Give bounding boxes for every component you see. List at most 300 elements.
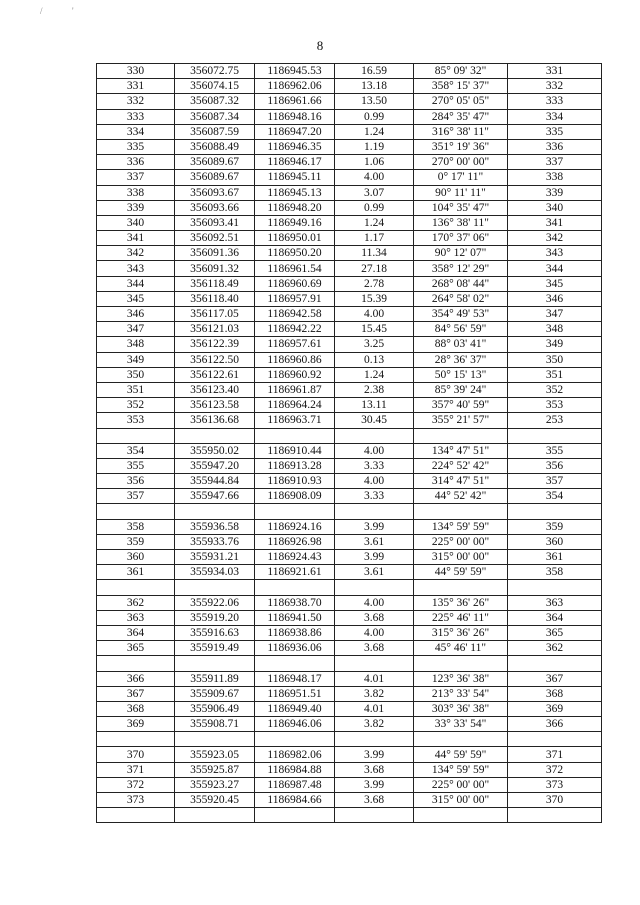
table-row xyxy=(97,185,602,200)
next-point-cell: 357 xyxy=(508,474,602,489)
bearing-cell: 84° 56' 59" xyxy=(414,322,508,337)
empty-cell xyxy=(414,428,508,443)
y-coordinate-cell: 1186982.06 xyxy=(255,747,335,762)
table-body xyxy=(97,64,602,823)
bearing-cell: 315° 00' 00" xyxy=(414,793,508,808)
bearing-cell: 50° 15' 13" xyxy=(414,367,508,382)
table-row xyxy=(97,322,602,337)
next-point-cell: 343 xyxy=(508,246,602,261)
distance-cell: 3.61 xyxy=(335,534,414,549)
next-point-cell: 348 xyxy=(508,322,602,337)
point-number-cell: 367 xyxy=(97,686,175,701)
empty-cell xyxy=(97,428,175,443)
empty-cell xyxy=(335,656,414,671)
x-coordinate-cell: 356089.67 xyxy=(175,170,255,185)
y-coordinate-cell: 1186987.48 xyxy=(255,777,335,792)
empty-cell xyxy=(414,808,508,823)
distance-cell: 15.45 xyxy=(335,322,414,337)
point-number-cell: 358 xyxy=(97,519,175,534)
empty-cell xyxy=(335,428,414,443)
y-coordinate-cell: 1186936.06 xyxy=(255,641,335,656)
distance-cell: 3.68 xyxy=(335,641,414,656)
y-coordinate-cell: 1186961.66 xyxy=(255,94,335,109)
point-number-cell: 346 xyxy=(97,307,175,322)
next-point-cell: 338 xyxy=(508,170,602,185)
bearing-cell: 90° 11' 11" xyxy=(414,185,508,200)
next-point-cell: 363 xyxy=(508,595,602,610)
distance-cell: 27.18 xyxy=(335,261,414,276)
point-number-cell: 359 xyxy=(97,534,175,549)
distance-cell: 3.82 xyxy=(335,686,414,701)
point-number-cell: 333 xyxy=(97,109,175,124)
x-coordinate-cell: 356123.58 xyxy=(175,398,255,413)
bearing-cell: 44° 59' 59" xyxy=(414,565,508,580)
y-coordinate-cell: 1186938.70 xyxy=(255,595,335,610)
point-number-cell: 353 xyxy=(97,413,175,428)
x-coordinate-cell: 356122.61 xyxy=(175,367,255,382)
bearing-cell: 268° 08' 44" xyxy=(414,276,508,291)
point-number-cell: 347 xyxy=(97,322,175,337)
table-row xyxy=(97,231,602,246)
distance-cell: 3.61 xyxy=(335,565,414,580)
point-number-cell: 366 xyxy=(97,671,175,686)
next-point-cell: 344 xyxy=(508,261,602,276)
empty-cell xyxy=(335,808,414,823)
next-point-cell: 350 xyxy=(508,352,602,367)
y-coordinate-cell: 1186942.22 xyxy=(255,322,335,337)
y-coordinate-cell: 1186949.16 xyxy=(255,215,335,230)
y-coordinate-cell: 1186926.98 xyxy=(255,534,335,549)
distance-cell: 13.18 xyxy=(335,79,414,94)
x-coordinate-cell: 356121.03 xyxy=(175,322,255,337)
distance-cell: 2.38 xyxy=(335,382,414,397)
empty-cell xyxy=(97,656,175,671)
scan-mark: / xyxy=(40,6,43,16)
table-row xyxy=(97,610,602,625)
y-coordinate-cell: 1186946.06 xyxy=(255,717,335,732)
point-number-cell: 372 xyxy=(97,777,175,792)
y-coordinate-cell: 1186949.40 xyxy=(255,701,335,716)
x-coordinate-cell: 356091.32 xyxy=(175,261,255,276)
next-point-cell: 365 xyxy=(508,625,602,640)
empty-cell xyxy=(175,732,255,747)
empty-cell xyxy=(175,808,255,823)
x-coordinate-cell: 356117.05 xyxy=(175,307,255,322)
empty-cell xyxy=(175,504,255,519)
point-number-cell: 354 xyxy=(97,443,175,458)
y-coordinate-cell: 1186948.16 xyxy=(255,109,335,124)
next-point-cell: 366 xyxy=(508,717,602,732)
bearing-cell: 170° 37' 06" xyxy=(414,231,508,246)
y-coordinate-cell: 1186960.69 xyxy=(255,276,335,291)
table-row xyxy=(97,79,602,94)
distance-cell: 4.00 xyxy=(335,595,414,610)
bearing-cell: 85° 39' 24" xyxy=(414,382,508,397)
distance-cell: 4.00 xyxy=(335,170,414,185)
point-number-cell: 371 xyxy=(97,762,175,777)
next-point-cell: 364 xyxy=(508,610,602,625)
bearing-cell: 224° 52' 42" xyxy=(414,458,508,473)
point-number-cell: 337 xyxy=(97,170,175,185)
separator-row xyxy=(97,732,602,747)
y-coordinate-cell: 1186924.16 xyxy=(255,519,335,534)
x-coordinate-cell: 356087.32 xyxy=(175,94,255,109)
x-coordinate-cell: 356092.51 xyxy=(175,231,255,246)
y-coordinate-cell: 1186963.71 xyxy=(255,413,335,428)
y-coordinate-cell: 1186957.91 xyxy=(255,291,335,306)
table-row xyxy=(97,215,602,230)
empty-cell xyxy=(508,656,602,671)
table-row xyxy=(97,139,602,154)
point-number-cell: 369 xyxy=(97,717,175,732)
distance-cell: 3.07 xyxy=(335,185,414,200)
point-number-cell: 334 xyxy=(97,124,175,139)
bearing-cell: 225° 00' 00" xyxy=(414,534,508,549)
point-number-cell: 343 xyxy=(97,261,175,276)
next-point-cell: 332 xyxy=(508,79,602,94)
coordinates-table-wrap xyxy=(96,63,601,823)
table-row xyxy=(97,701,602,716)
x-coordinate-cell: 355933.76 xyxy=(175,534,255,549)
bearing-cell: 351° 19' 36" xyxy=(414,139,508,154)
y-coordinate-cell: 1186913.28 xyxy=(255,458,335,473)
next-point-cell: 373 xyxy=(508,777,602,792)
distance-cell: 1.24 xyxy=(335,124,414,139)
table-row xyxy=(97,94,602,109)
distance-cell: 1.17 xyxy=(335,231,414,246)
empty-cell xyxy=(335,732,414,747)
x-coordinate-cell: 356136.68 xyxy=(175,413,255,428)
empty-cell xyxy=(508,732,602,747)
point-number-cell: 362 xyxy=(97,595,175,610)
distance-cell: 4.01 xyxy=(335,671,414,686)
point-number-cell: 351 xyxy=(97,382,175,397)
point-number-cell: 330 xyxy=(97,64,175,79)
next-point-cell: 351 xyxy=(508,367,602,382)
y-coordinate-cell: 1186941.50 xyxy=(255,610,335,625)
bearing-cell: 264° 58' 02" xyxy=(414,291,508,306)
point-number-cell: 368 xyxy=(97,701,175,716)
distance-cell: 3.99 xyxy=(335,777,414,792)
point-number-cell: 339 xyxy=(97,200,175,215)
point-number-cell: 364 xyxy=(97,625,175,640)
bearing-cell: 136° 38' 11" xyxy=(414,215,508,230)
distance-cell: 0.99 xyxy=(335,109,414,124)
empty-cell xyxy=(255,504,335,519)
next-point-cell: 367 xyxy=(508,671,602,686)
next-point-cell: 362 xyxy=(508,641,602,656)
distance-cell: 4.01 xyxy=(335,701,414,716)
bearing-cell: 88° 03' 41" xyxy=(414,337,508,352)
point-number-cell: 348 xyxy=(97,337,175,352)
y-coordinate-cell: 1186948.17 xyxy=(255,671,335,686)
next-point-cell: 340 xyxy=(508,200,602,215)
point-number-cell: 356 xyxy=(97,474,175,489)
separator-row xyxy=(97,580,602,595)
next-point-cell: 341 xyxy=(508,215,602,230)
empty-cell xyxy=(97,580,175,595)
bearing-cell: 134° 59' 59" xyxy=(414,762,508,777)
table-row xyxy=(97,595,602,610)
table-row xyxy=(97,200,602,215)
table-row xyxy=(97,747,602,762)
y-coordinate-cell: 1186961.54 xyxy=(255,261,335,276)
bearing-cell: 134° 59' 59" xyxy=(414,519,508,534)
empty-cell xyxy=(508,504,602,519)
table-row xyxy=(97,170,602,185)
point-number-cell: 370 xyxy=(97,747,175,762)
distance-cell: 4.00 xyxy=(335,474,414,489)
x-coordinate-cell: 356118.40 xyxy=(175,291,255,306)
table-row xyxy=(97,155,602,170)
distance-cell: 3.33 xyxy=(335,489,414,504)
x-coordinate-cell: 355911.89 xyxy=(175,671,255,686)
table-row xyxy=(97,382,602,397)
page-number: 8 xyxy=(316,38,324,53)
empty-cell xyxy=(255,580,335,595)
x-coordinate-cell: 356093.41 xyxy=(175,215,255,230)
x-coordinate-cell: 355916.63 xyxy=(175,625,255,640)
next-point-cell: 360 xyxy=(508,534,602,549)
distance-cell: 13.50 xyxy=(335,94,414,109)
table-row xyxy=(97,291,602,306)
y-coordinate-cell: 1186948.20 xyxy=(255,200,335,215)
next-point-cell: 371 xyxy=(508,747,602,762)
table-row xyxy=(97,489,602,504)
next-point-cell: 346 xyxy=(508,291,602,306)
coordinates-table xyxy=(96,63,602,823)
next-point-cell: 345 xyxy=(508,276,602,291)
point-number-cell: 357 xyxy=(97,489,175,504)
y-coordinate-cell: 1186960.92 xyxy=(255,367,335,382)
empty-cell xyxy=(255,808,335,823)
y-coordinate-cell: 1186938.86 xyxy=(255,625,335,640)
bearing-cell: 123° 36' 38" xyxy=(414,671,508,686)
empty-cell xyxy=(97,808,175,823)
distance-cell: 4.00 xyxy=(335,307,414,322)
empty-cell xyxy=(255,428,335,443)
x-coordinate-cell: 356093.67 xyxy=(175,185,255,200)
bearing-cell: 135° 36' 26" xyxy=(414,595,508,610)
table-row xyxy=(97,625,602,640)
point-number-cell: 338 xyxy=(97,185,175,200)
x-coordinate-cell: 356123.40 xyxy=(175,382,255,397)
x-coordinate-cell: 356091.36 xyxy=(175,246,255,261)
x-coordinate-cell: 355936.58 xyxy=(175,519,255,534)
next-point-cell: 359 xyxy=(508,519,602,534)
table-row xyxy=(97,458,602,473)
y-coordinate-cell: 1186910.93 xyxy=(255,474,335,489)
table-row xyxy=(97,413,602,428)
table-row xyxy=(97,762,602,777)
bearing-cell: 104° 35' 47" xyxy=(414,200,508,215)
distance-cell: 1.24 xyxy=(335,367,414,382)
bearing-cell: 45° 46' 11" xyxy=(414,641,508,656)
x-coordinate-cell: 355934.03 xyxy=(175,565,255,580)
bearing-cell: 354° 49' 53" xyxy=(414,307,508,322)
distance-cell: 11.34 xyxy=(335,246,414,261)
distance-cell: 3.82 xyxy=(335,717,414,732)
y-coordinate-cell: 1186984.88 xyxy=(255,762,335,777)
x-coordinate-cell: 355947.20 xyxy=(175,458,255,473)
x-coordinate-cell: 355922.06 xyxy=(175,595,255,610)
bearing-cell: 315° 36' 26" xyxy=(414,625,508,640)
empty-cell xyxy=(414,656,508,671)
x-coordinate-cell: 355925.87 xyxy=(175,762,255,777)
distance-cell: 0.99 xyxy=(335,200,414,215)
x-coordinate-cell: 355920.45 xyxy=(175,793,255,808)
x-coordinate-cell: 355931.21 xyxy=(175,550,255,565)
table-row xyxy=(97,443,602,458)
x-coordinate-cell: 356088.49 xyxy=(175,139,255,154)
point-number-cell: 373 xyxy=(97,793,175,808)
distance-cell: 1.06 xyxy=(335,155,414,170)
bearing-cell: 44° 52' 42" xyxy=(414,489,508,504)
bearing-cell: 85° 09' 32" xyxy=(414,64,508,79)
empty-cell xyxy=(335,580,414,595)
point-number-cell: 342 xyxy=(97,246,175,261)
x-coordinate-cell: 356074.15 xyxy=(175,79,255,94)
y-coordinate-cell: 1186950.01 xyxy=(255,231,335,246)
x-coordinate-cell: 356122.50 xyxy=(175,352,255,367)
bearing-cell: 355° 21' 57" xyxy=(414,413,508,428)
x-coordinate-cell: 355909.67 xyxy=(175,686,255,701)
next-point-cell: 334 xyxy=(508,109,602,124)
y-coordinate-cell: 1186957.61 xyxy=(255,337,335,352)
empty-cell xyxy=(508,808,602,823)
point-number-cell: 341 xyxy=(97,231,175,246)
empty-cell xyxy=(414,580,508,595)
bearing-cell: 284° 35' 47" xyxy=(414,109,508,124)
x-coordinate-cell: 355947.66 xyxy=(175,489,255,504)
y-coordinate-cell: 1186964.24 xyxy=(255,398,335,413)
y-coordinate-cell: 1186945.53 xyxy=(255,64,335,79)
empty-cell xyxy=(255,732,335,747)
next-point-cell: 339 xyxy=(508,185,602,200)
y-coordinate-cell: 1186947.20 xyxy=(255,124,335,139)
bearing-cell: 225° 00' 00" xyxy=(414,777,508,792)
point-number-cell: 332 xyxy=(97,94,175,109)
distance-cell: 16.59 xyxy=(335,64,414,79)
point-number-cell: 340 xyxy=(97,215,175,230)
empty-cell xyxy=(175,428,255,443)
y-coordinate-cell: 1186984.66 xyxy=(255,793,335,808)
x-coordinate-cell: 356087.34 xyxy=(175,109,255,124)
bearing-cell: 358° 15' 37" xyxy=(414,79,508,94)
bearing-cell: 33° 33' 54" xyxy=(414,717,508,732)
table-row xyxy=(97,398,602,413)
next-point-cell: 331 xyxy=(508,64,602,79)
distance-cell: 4.00 xyxy=(335,625,414,640)
empty-cell xyxy=(97,504,175,519)
point-number-cell: 355 xyxy=(97,458,175,473)
table-row xyxy=(97,367,602,382)
next-point-cell: 335 xyxy=(508,124,602,139)
next-point-cell: 353 xyxy=(508,398,602,413)
table-row xyxy=(97,550,602,565)
next-point-cell: 369 xyxy=(508,701,602,716)
bearing-cell: 358° 12' 29" xyxy=(414,261,508,276)
empty-cell xyxy=(97,732,175,747)
distance-cell: 30.45 xyxy=(335,413,414,428)
x-coordinate-cell: 355906.49 xyxy=(175,701,255,716)
bearing-cell: 225° 46' 11" xyxy=(414,610,508,625)
next-point-cell: 372 xyxy=(508,762,602,777)
y-coordinate-cell: 1186961.87 xyxy=(255,382,335,397)
bearing-cell: 134° 47' 51" xyxy=(414,443,508,458)
y-coordinate-cell: 1186924.43 xyxy=(255,550,335,565)
next-point-cell: 347 xyxy=(508,307,602,322)
bearing-cell: 316° 38' 11" xyxy=(414,124,508,139)
empty-cell xyxy=(414,504,508,519)
bearing-cell: 357° 40' 59" xyxy=(414,398,508,413)
bearing-cell: 270° 05' 05" xyxy=(414,94,508,109)
distance-cell: 3.99 xyxy=(335,550,414,565)
empty-cell xyxy=(335,504,414,519)
scan-mark: ' xyxy=(72,6,74,16)
bearing-cell: 213° 33' 54" xyxy=(414,686,508,701)
table-row xyxy=(97,534,602,549)
next-point-cell: 253 xyxy=(508,413,602,428)
empty-cell xyxy=(414,732,508,747)
y-coordinate-cell: 1186951.51 xyxy=(255,686,335,701)
bearing-cell: 90° 12' 07" xyxy=(414,246,508,261)
y-coordinate-cell: 1186910.44 xyxy=(255,443,335,458)
y-coordinate-cell: 1186946.17 xyxy=(255,155,335,170)
next-point-cell: 358 xyxy=(508,565,602,580)
x-coordinate-cell: 356089.67 xyxy=(175,155,255,170)
table-row xyxy=(97,352,602,367)
x-coordinate-cell: 356093.66 xyxy=(175,200,255,215)
table-row xyxy=(97,777,602,792)
y-coordinate-cell: 1186946.35 xyxy=(255,139,335,154)
next-point-cell: 355 xyxy=(508,443,602,458)
x-coordinate-cell: 355919.20 xyxy=(175,610,255,625)
empty-cell xyxy=(255,656,335,671)
empty-cell xyxy=(175,580,255,595)
y-coordinate-cell: 1186950.20 xyxy=(255,246,335,261)
point-number-cell: 352 xyxy=(97,398,175,413)
empty-cell xyxy=(175,656,255,671)
y-coordinate-cell: 1186962.06 xyxy=(255,79,335,94)
point-number-cell: 350 xyxy=(97,367,175,382)
point-number-cell: 361 xyxy=(97,565,175,580)
separator-row xyxy=(97,808,602,823)
table-row xyxy=(97,337,602,352)
x-coordinate-cell: 355919.49 xyxy=(175,641,255,656)
next-point-cell: 336 xyxy=(508,139,602,154)
x-coordinate-cell: 355923.27 xyxy=(175,777,255,792)
x-coordinate-cell: 355944.84 xyxy=(175,474,255,489)
distance-cell: 3.68 xyxy=(335,762,414,777)
table-row xyxy=(97,717,602,732)
table-row xyxy=(97,793,602,808)
point-number-cell: 363 xyxy=(97,610,175,625)
x-coordinate-cell: 355923.05 xyxy=(175,747,255,762)
distance-cell: 2.78 xyxy=(335,276,414,291)
next-point-cell: 342 xyxy=(508,231,602,246)
distance-cell: 1.19 xyxy=(335,139,414,154)
next-point-cell: 354 xyxy=(508,489,602,504)
x-coordinate-cell: 355950.02 xyxy=(175,443,255,458)
distance-cell: 3.33 xyxy=(335,458,414,473)
y-coordinate-cell: 1186921.61 xyxy=(255,565,335,580)
x-coordinate-cell: 356118.49 xyxy=(175,276,255,291)
point-number-cell: 365 xyxy=(97,641,175,656)
y-coordinate-cell: 1186960.86 xyxy=(255,352,335,367)
table-row xyxy=(97,671,602,686)
empty-cell xyxy=(508,428,602,443)
